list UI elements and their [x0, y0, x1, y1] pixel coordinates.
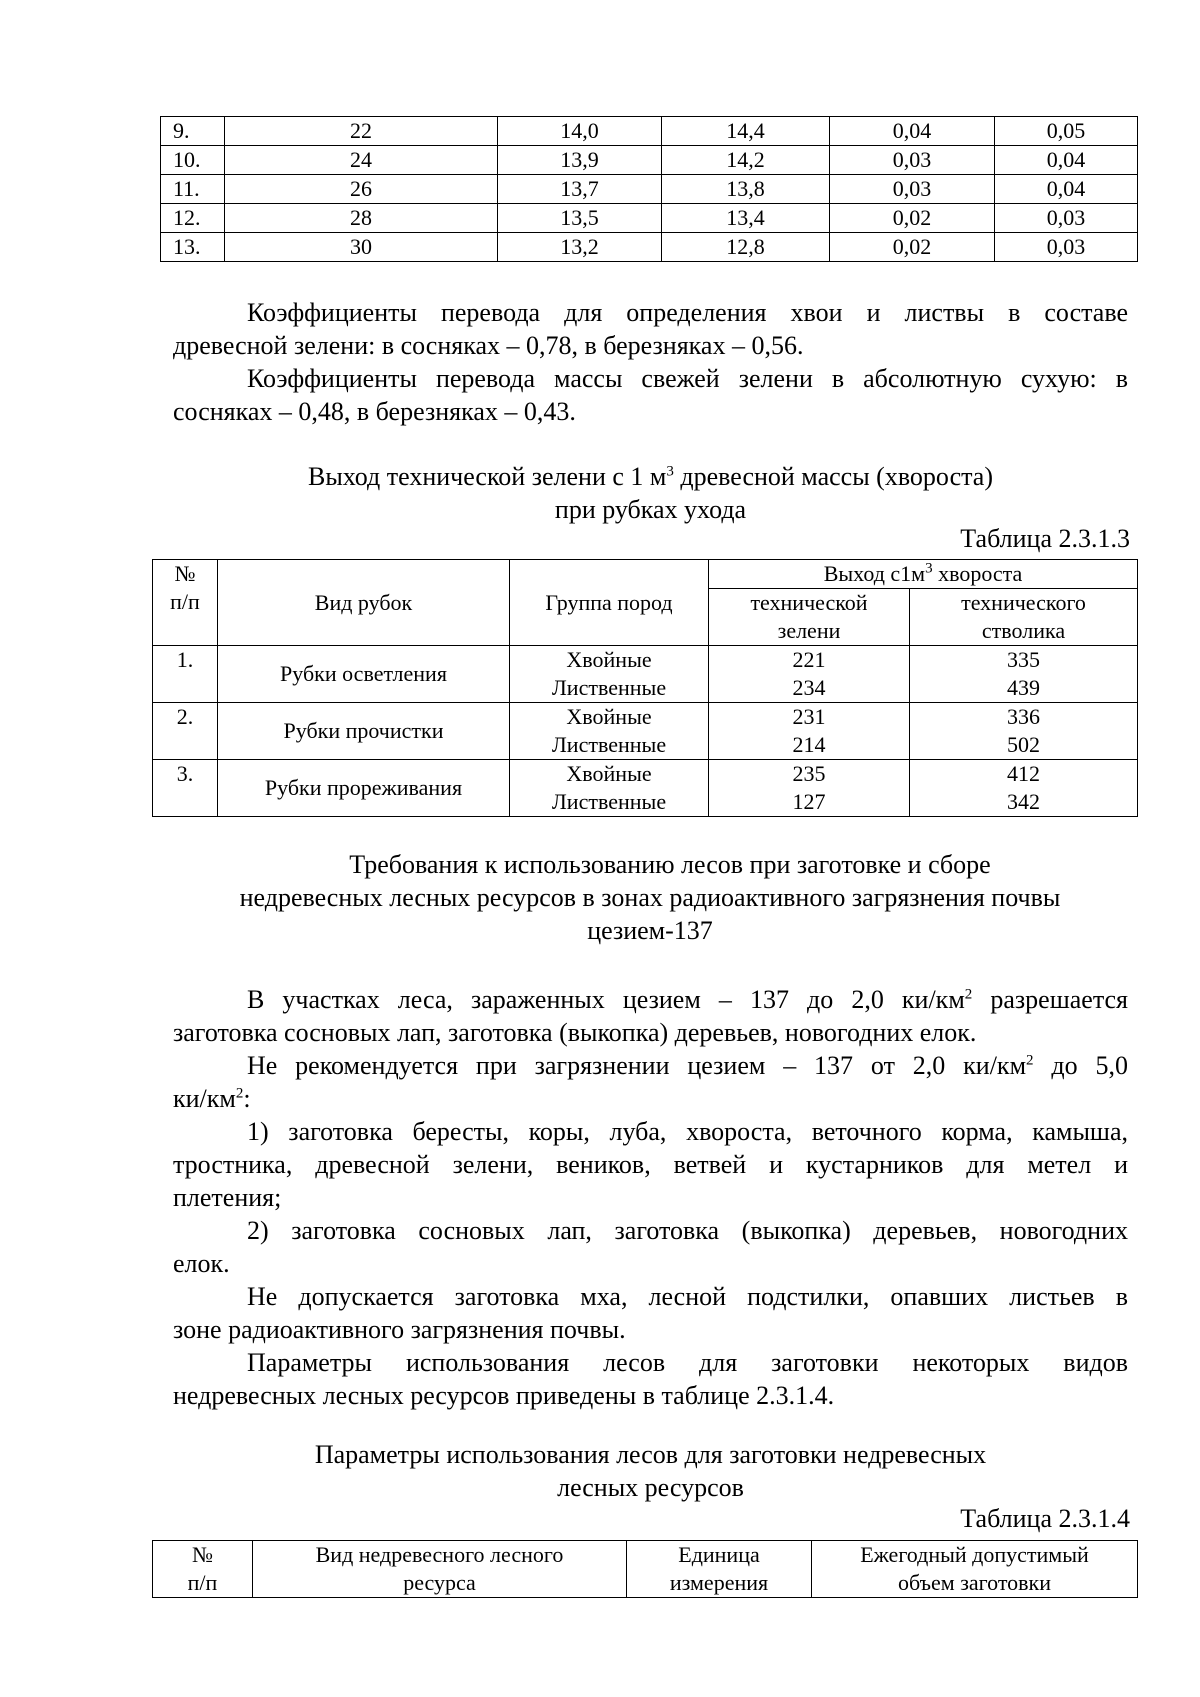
table-cell: 0,02: [830, 204, 995, 233]
t3-header-num: № п/п: [153, 1541, 253, 1598]
table-2314-label: Таблица 2.3.1.4: [960, 1504, 1130, 1533]
row-num: 3.: [153, 760, 218, 817]
req-p4-line2: недревесных лесных ресурсов приведены в таблице 2.3.1.4.: [173, 1381, 835, 1410]
table-row: [161, 204, 1138, 233]
t3-header-volume: Ежегодный допустимый объем заготовки: [812, 1541, 1138, 1598]
req-p2-line1: Не рекомендуется при загрязнении цезием – 137 от 2,0 $ки/км^2$ до 5,0: [247, 1051, 1128, 1080]
table-2313-label: Таблица 2.3.1.3: [960, 524, 1130, 553]
table-row: [161, 175, 1138, 204]
table-2314-caption-line2: лесных ресурсов: [557, 1473, 744, 1502]
table-row: [153, 646, 1138, 703]
table-2314: [152, 1540, 1138, 1598]
row-cut-type: Рубки прореживания: [218, 760, 510, 817]
header-tech-green: технической зелени: [709, 589, 910, 646]
table-2313-caption: [173, 460, 1128, 526]
table-2314-caption-line1: Параметры использования лесов для заготовки недревесных: [314, 1440, 987, 1469]
row-num: 1.: [153, 646, 218, 703]
row-tech-stem: 336 502: [910, 703, 1138, 760]
table-row: [153, 703, 1138, 760]
table-cell: 10.: [161, 146, 225, 175]
header-yield: Выход $с1м^3$ хвороста: [709, 560, 1138, 589]
table-cell: 0,03: [995, 204, 1138, 233]
coef-p1-line2: древесной зелени: в сосняках – 0,78, в березняках – 0,56.: [173, 331, 804, 360]
req-p1-line1: В участках леса, зараженных цезием – 137 до 2,0 $ки/км^2$ разрешается: [247, 985, 1128, 1014]
requirements-heading: [185, 848, 1115, 947]
table-2313: [152, 559, 1138, 817]
table-cell: 24: [225, 146, 498, 175]
requirements-body: [173, 983, 1128, 1412]
table-cell: 14,4: [662, 117, 830, 146]
req-item1-line2: тростника, древесной зелени, веников, ветвей и кустарников для метел и: [173, 1150, 1128, 1179]
header-type: Вид рубок: [218, 560, 510, 646]
table-cell: 28: [225, 204, 498, 233]
row-tech-green: 221 234: [709, 646, 910, 703]
table-cell: 13,9: [498, 146, 662, 175]
header-tech-stem: технического стволика: [910, 589, 1138, 646]
table-cell: 0,04: [995, 146, 1138, 175]
table-cell: 0,03: [830, 146, 995, 175]
table-2313-caption-line1: Выход технической зелени с 1 $м^3$ древесной массы (хвороста): [307, 462, 993, 491]
table-cell: 22: [225, 117, 498, 146]
table-cell: 12.: [161, 204, 225, 233]
coefficients-paragraph: [173, 296, 1128, 428]
table-cell: 13,7: [498, 175, 662, 204]
requirements-heading-line3: цезием-137: [587, 916, 713, 945]
requirements-heading-line1: Требования к использованию лесов при заготовке и сборе: [349, 850, 991, 879]
table-cell: 11.: [161, 175, 225, 204]
req-item2-line2: елок.: [173, 1249, 230, 1278]
row-species-group: Хвойные Лиственные: [510, 646, 709, 703]
row-species-group: Хвойные Лиственные: [510, 703, 709, 760]
table-cell: 9.: [161, 117, 225, 146]
req-p2-line2: $ки/км^2$:: [173, 1084, 251, 1113]
table-cell: 0,03: [995, 233, 1138, 262]
table-cell: 0,04: [995, 175, 1138, 204]
row-species-group: Хвойные Лиственные: [510, 760, 709, 817]
table-cell: 30: [225, 233, 498, 262]
header-group: Группа пород: [510, 560, 709, 646]
coef-p1-line1: Коэффициенты перевода для определения хвои и листвы в составе: [247, 298, 1128, 327]
table-cell: 26: [225, 175, 498, 204]
requirements-heading-line2: недревесных лесных ресурсов в зонах радиоактивного загрязнения почвы: [239, 883, 1061, 912]
table-cell: 0,04: [830, 117, 995, 146]
table-row: [161, 146, 1138, 175]
table-cell: 13,5: [498, 204, 662, 233]
table-row: [161, 233, 1138, 262]
t3-header-unit: Единица измерения: [627, 1541, 812, 1598]
req-p4-line1: Параметры использования лесов для заготовки некоторых видов: [247, 1348, 1128, 1377]
yield-table-continuation: [160, 116, 1138, 262]
table-cell: 13,4: [662, 204, 830, 233]
table-row: [161, 117, 1138, 146]
req-p3-line2: зоне радиоактивного загрязнения почвы.: [173, 1315, 626, 1344]
table-cell: 12,8: [662, 233, 830, 262]
table-cell: 0,02: [830, 233, 995, 262]
row-cut-type: Рубки осветления: [218, 646, 510, 703]
table-cell: 0,03: [830, 175, 995, 204]
coef-p2-line2: сосняках – 0,48, в березняках – 0,43.: [173, 397, 576, 426]
table-cell: 13.: [161, 233, 225, 262]
row-num: 2.: [153, 703, 218, 760]
table-2314-caption: [173, 1438, 1128, 1504]
req-p1-line2: заготовка сосновых лап, заготовка (выкопка) деревьев, новогодних елок.: [173, 1018, 977, 1047]
table-cell: 13,8: [662, 175, 830, 204]
t3-header-resource: Вид недревесного лесного ресурса: [253, 1541, 627, 1598]
req-item1-line3: плетения;: [173, 1183, 282, 1212]
table-cell: 14,2: [662, 146, 830, 175]
row-tech-stem: 412 342: [910, 760, 1138, 817]
header-num: № п/п: [153, 560, 218, 646]
coef-p2-line1: Коэффициенты перевода массы свежей зелени в абсолютную сухую: в: [247, 364, 1128, 393]
table-row: [153, 760, 1138, 817]
table-cell: 0,05: [995, 117, 1138, 146]
row-cut-type: Рубки прочистки: [218, 703, 510, 760]
req-item1-line1: 1) заготовка бересты, коры, луба, хвороста, веточного корма, камыша,: [247, 1117, 1128, 1146]
table-cell: 13,2: [498, 233, 662, 262]
row-tech-green: 235 127: [709, 760, 910, 817]
row-tech-stem: 335 439: [910, 646, 1138, 703]
table-cell: 14,0: [498, 117, 662, 146]
req-p3-line1: Не допускается заготовка мха, лесной подстилки, опавших листьев в: [247, 1282, 1128, 1311]
row-tech-green: 231 214: [709, 703, 910, 760]
table-2313-caption-line2: при рубках ухода: [554, 495, 747, 524]
req-item2-line1: 2) заготовка сосновых лап, заготовка (выкопка) деревьев, новогодних: [247, 1216, 1128, 1245]
